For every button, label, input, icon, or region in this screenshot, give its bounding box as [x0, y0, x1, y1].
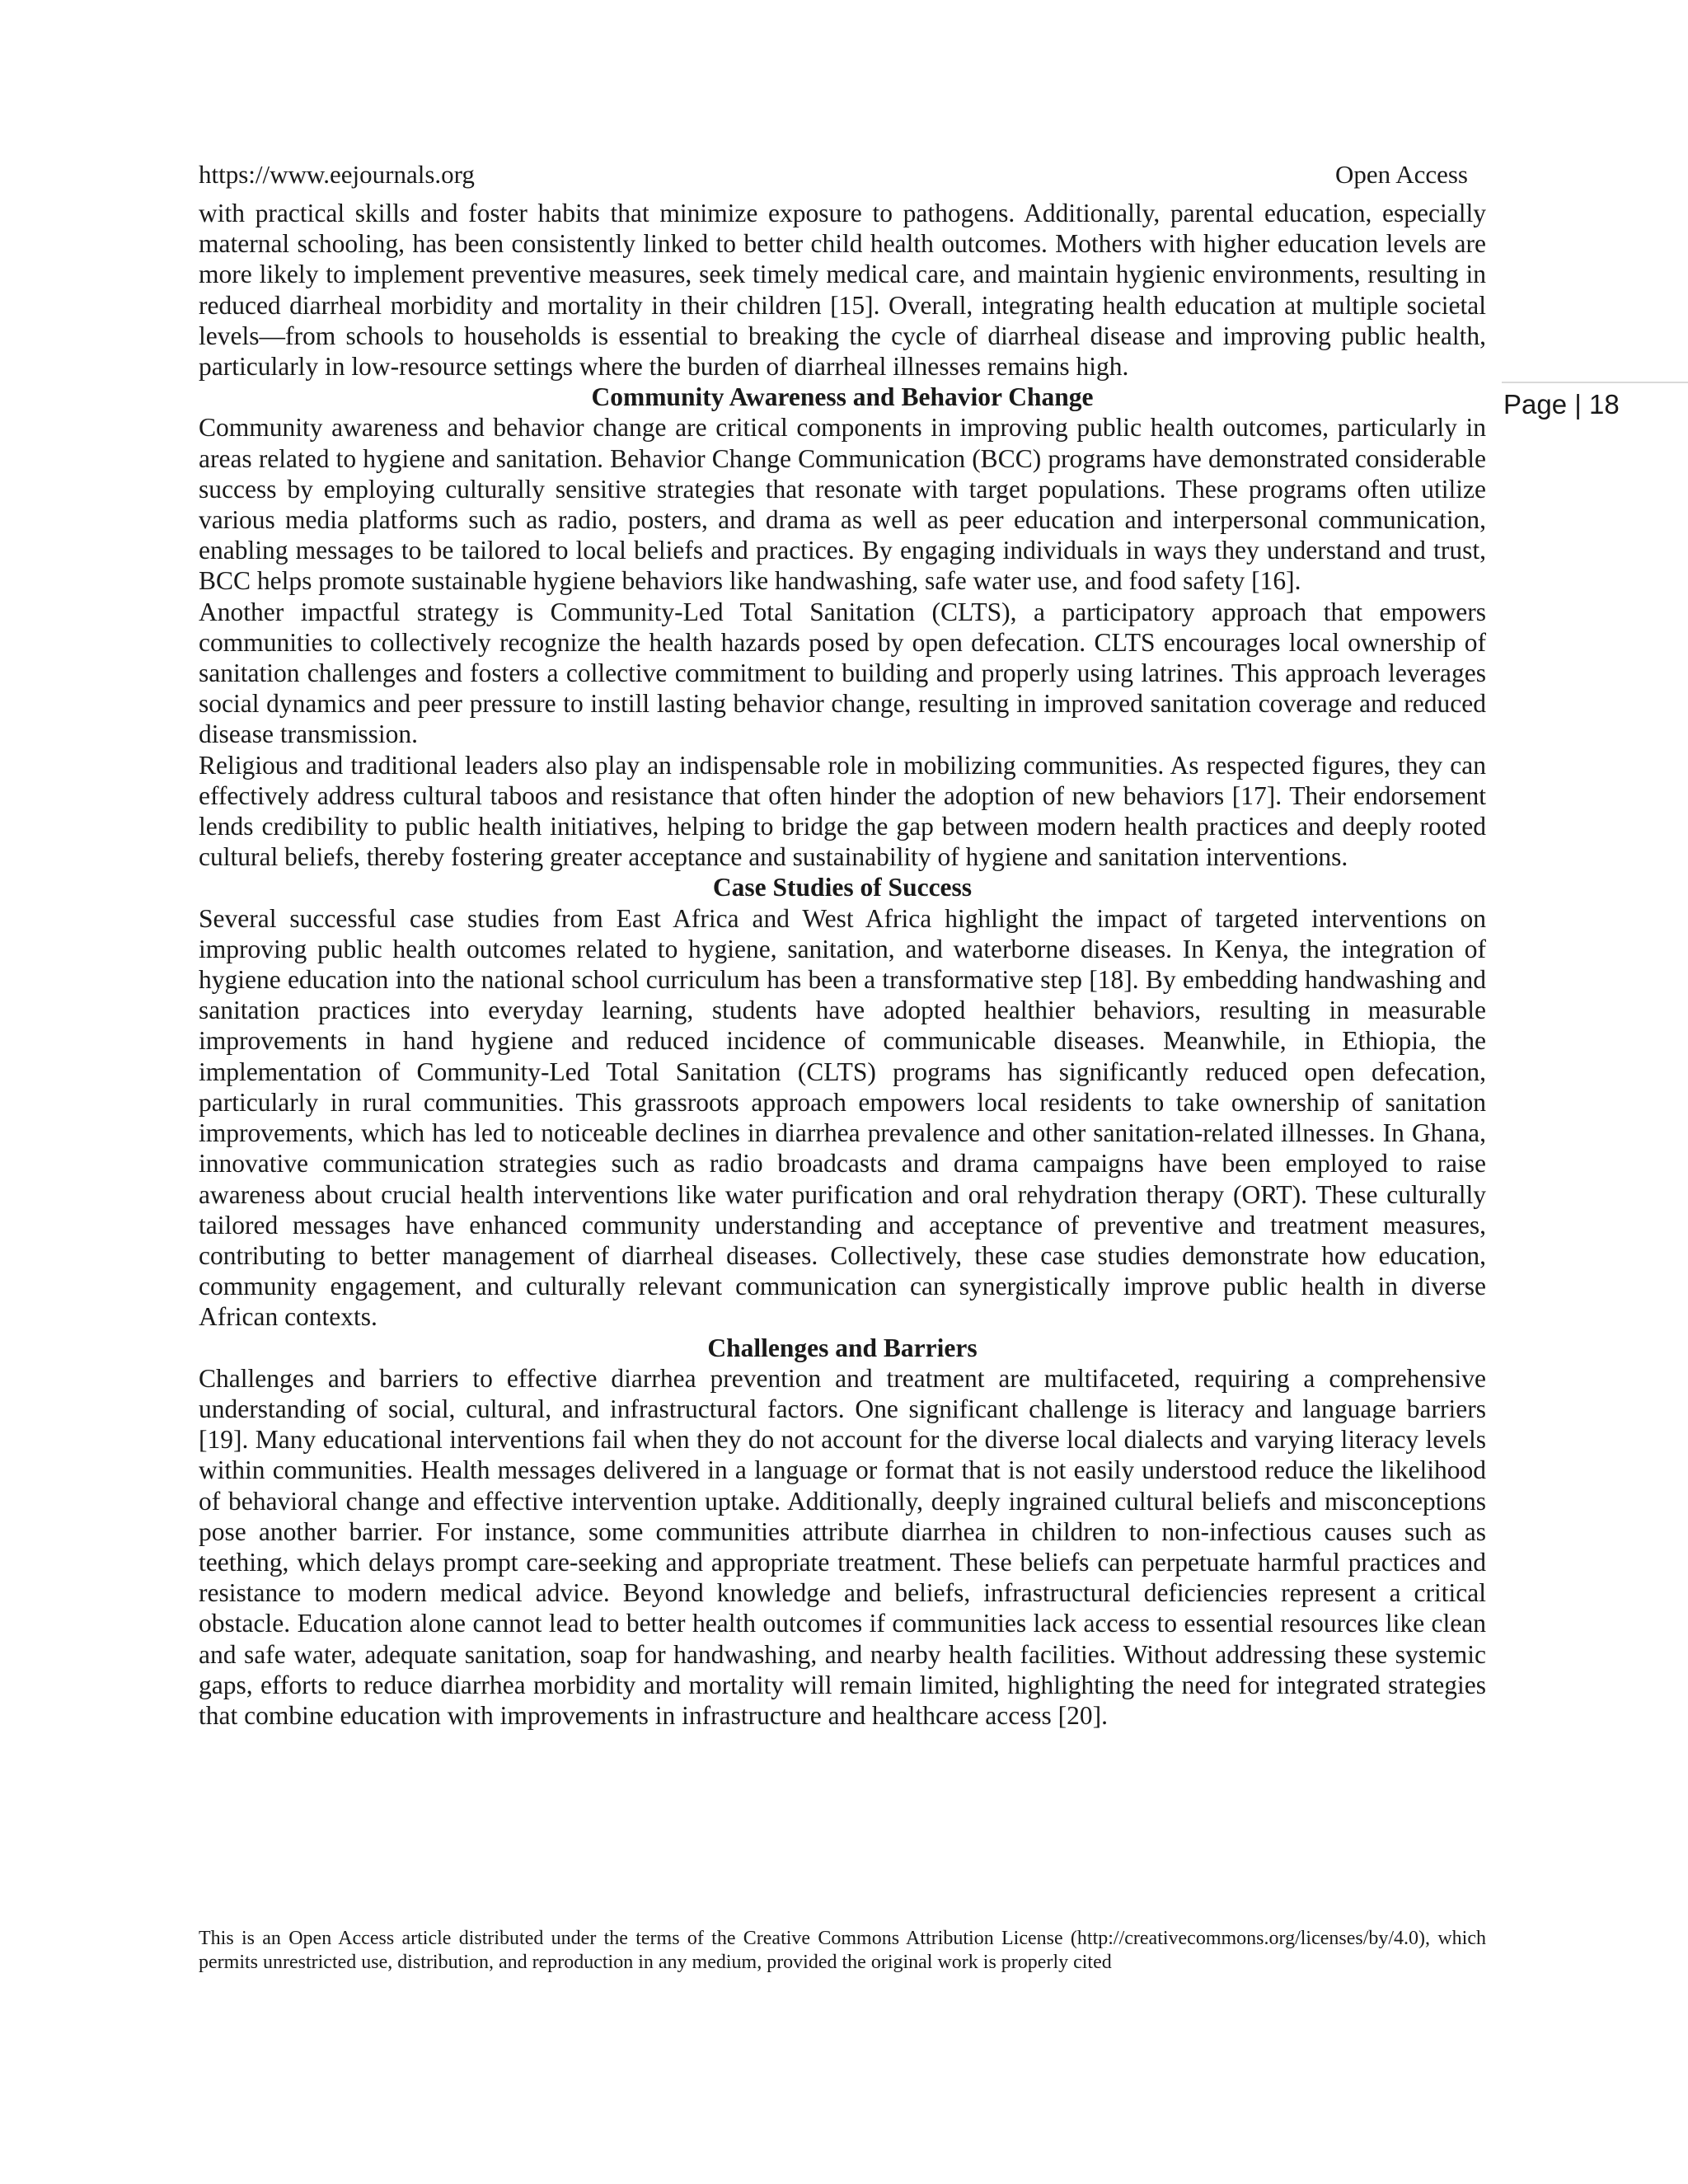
- paragraph-clts: Another impactful strategy is Community-Led Total Sanitation (CLTS), a participatory approach that empowers communities to collectively recognize the health hazards posed by open defecation. CLTS encourages local ownership of sanitation challenges and fosters a collective commitment to building and properly using latrines. This approach leverages social dynamics and peer pressure to instill lasting behavior change, resulting in improved sanitation coverage and reduced disease transmission.: [199, 597, 1486, 749]
- running-header: [199, 158, 1468, 191]
- license-footer: [199, 1927, 1486, 1975]
- paragraph-religious-leaders: Religious and traditional leaders also play an indispensable role in mobilizing communities. As respected figures, they can effectively address cultural taboos and resistance that often hinder the adoption of new behaviors [17]. Their endorsement lends credibility to public health initiatives, helping to bridge the gap between modern health practices and deeply rooted cultural beliefs, thereby fostering greater acceptance and sustainability of hygiene and sanitation interventions.: [199, 750, 1486, 872]
- open-access-label: Open Access: [1335, 160, 1468, 189]
- section-heading-challenges: Challenges and Barriers: [707, 1333, 978, 1362]
- article-body: [199, 198, 1486, 1731]
- journal-url[interactable]: https://www.eejournals.org: [199, 160, 475, 189]
- intro-paragraph: with practical skills and foster habits that minimize exposure to pathogens. Additionally, parental education, especially maternal schooling, has been consistently linked to better child health outcomes. Mothers with higher education levels are more likely to implement preventive measures, seek timely medical care, and maintain hygienic environments, resulting in reduced diarrheal morbidity and mortality in their children [15]. Overall, integrating health education at multiple societal levels—from schools to households is essential to breaking the cycle of diarrheal disease and improving public health, particularly in low-resource settings where the burden of diarrheal illnesses remains high.: [199, 199, 1486, 382]
- paragraph-challenges: Challenges and barriers to effective diarrhea prevention and treatment are multifaceted, requiring a comprehensive understanding of social, cultural, and infrastructural factors. One significant challenge is literacy and language barriers [19]. Many educational interventions fail when they do not account for the diverse local dialects and varying literacy levels within communities. Health messages delivered in a language or format that is not easily understood reduce the likelihood of behavioral change and effective intervention uptake. Additionally, deeply ingrained cultural beliefs and misconceptions pose another barrier. For instance, some communities attribute diarrhea in children to non-infectious causes such as teething, which delays prompt care-seeking and appropriate treatment. These beliefs can perpetuate harmful practices and resistance to modern medical advice. Beyond knowledge and beliefs, infrastructural deficiencies represent a critical obstacle. Education alone cannot lead to better health outcomes if communities lack access to essential resources like clean and safe water, adequate sanitation, soap for handwashing, and nearby health facilities. Without addressing these systemic gaps, efforts to reduce diarrhea morbidity and mortality will remain limited, highlighting the need for integrated strategies that combine education with improvements in infrastructure and healthcare access [20].: [199, 1363, 1486, 1730]
- page-number: Page | 18: [1503, 389, 1620, 419]
- section-heading-community-awareness: Community Awareness and Behavior Change: [591, 382, 1094, 412]
- section-heading-case-studies: Case Studies of Success: [712, 873, 973, 902]
- paragraph-bcc: Community awareness and behavior change are critical components in improving public health outcomes, particularly in areas related to hygiene and sanitation. Behavior Change Communication (BCC) programs have demonstrated considerable success by employing culturally sensitive strategies that resonate with target populations. These programs often utilize various media platforms such as radio, posters, and drama as well as peer education and interpersonal communication, enabling messages to be tailored to local beliefs and practices. By engaging individuals in ways they understand and trust, BCC helps promote sustainable hygiene behaviors like handwashing, safe water use, and food safety [16].: [199, 413, 1486, 596]
- license-text: This is an Open Access article distributed under the terms of the Creative Commons Attribution License (http://creativecommons.org/licenses/by/4.0), which permits unrestricted use, distribution, and reproduction in any medium, provided the original work is properly cited: [199, 1928, 1486, 1973]
- paragraph-case-studies: Several successful case studies from East Africa and West Africa highlight the impact of targeted interventions on improving public health outcomes related to hygiene, sanitation, and waterborne diseases. In Kenya, the integration of hygiene education into the national school curriculum has been a transformative step [18]. By embedding handwashing and sanitation practices into everyday learning, students have adopted healthier behaviors, resulting in measurable improvements in hand hygiene and reduced incidence of communicable diseases. Meanwhile, in Ethiopia, the implementation of Community-Led Total Sanitation (CLTS) programs has significantly reduced open defecation, particularly in rural communities. This grassroots approach empowers local residents to take ownership of sanitation improvements, which has led to noticeable declines in diarrhea prevalence and other sanitation-related illnesses. In Ghana, innovative communication strategies such as radio broadcasts and drama campaigns have been employed to raise awareness about crucial health interventions like water purification and oral rehydration therapy (ORT). These culturally tailored messages have enhanced community understanding and acceptance of preventive and treatment measures, contributing to better management of diarrheal diseases. Collectively, these case studies demonstrate how education, community engagement, and culturally relevant communication can synergistically improve public health in diverse African contexts.: [199, 903, 1486, 1332]
- page-number-box: [1502, 382, 1688, 423]
